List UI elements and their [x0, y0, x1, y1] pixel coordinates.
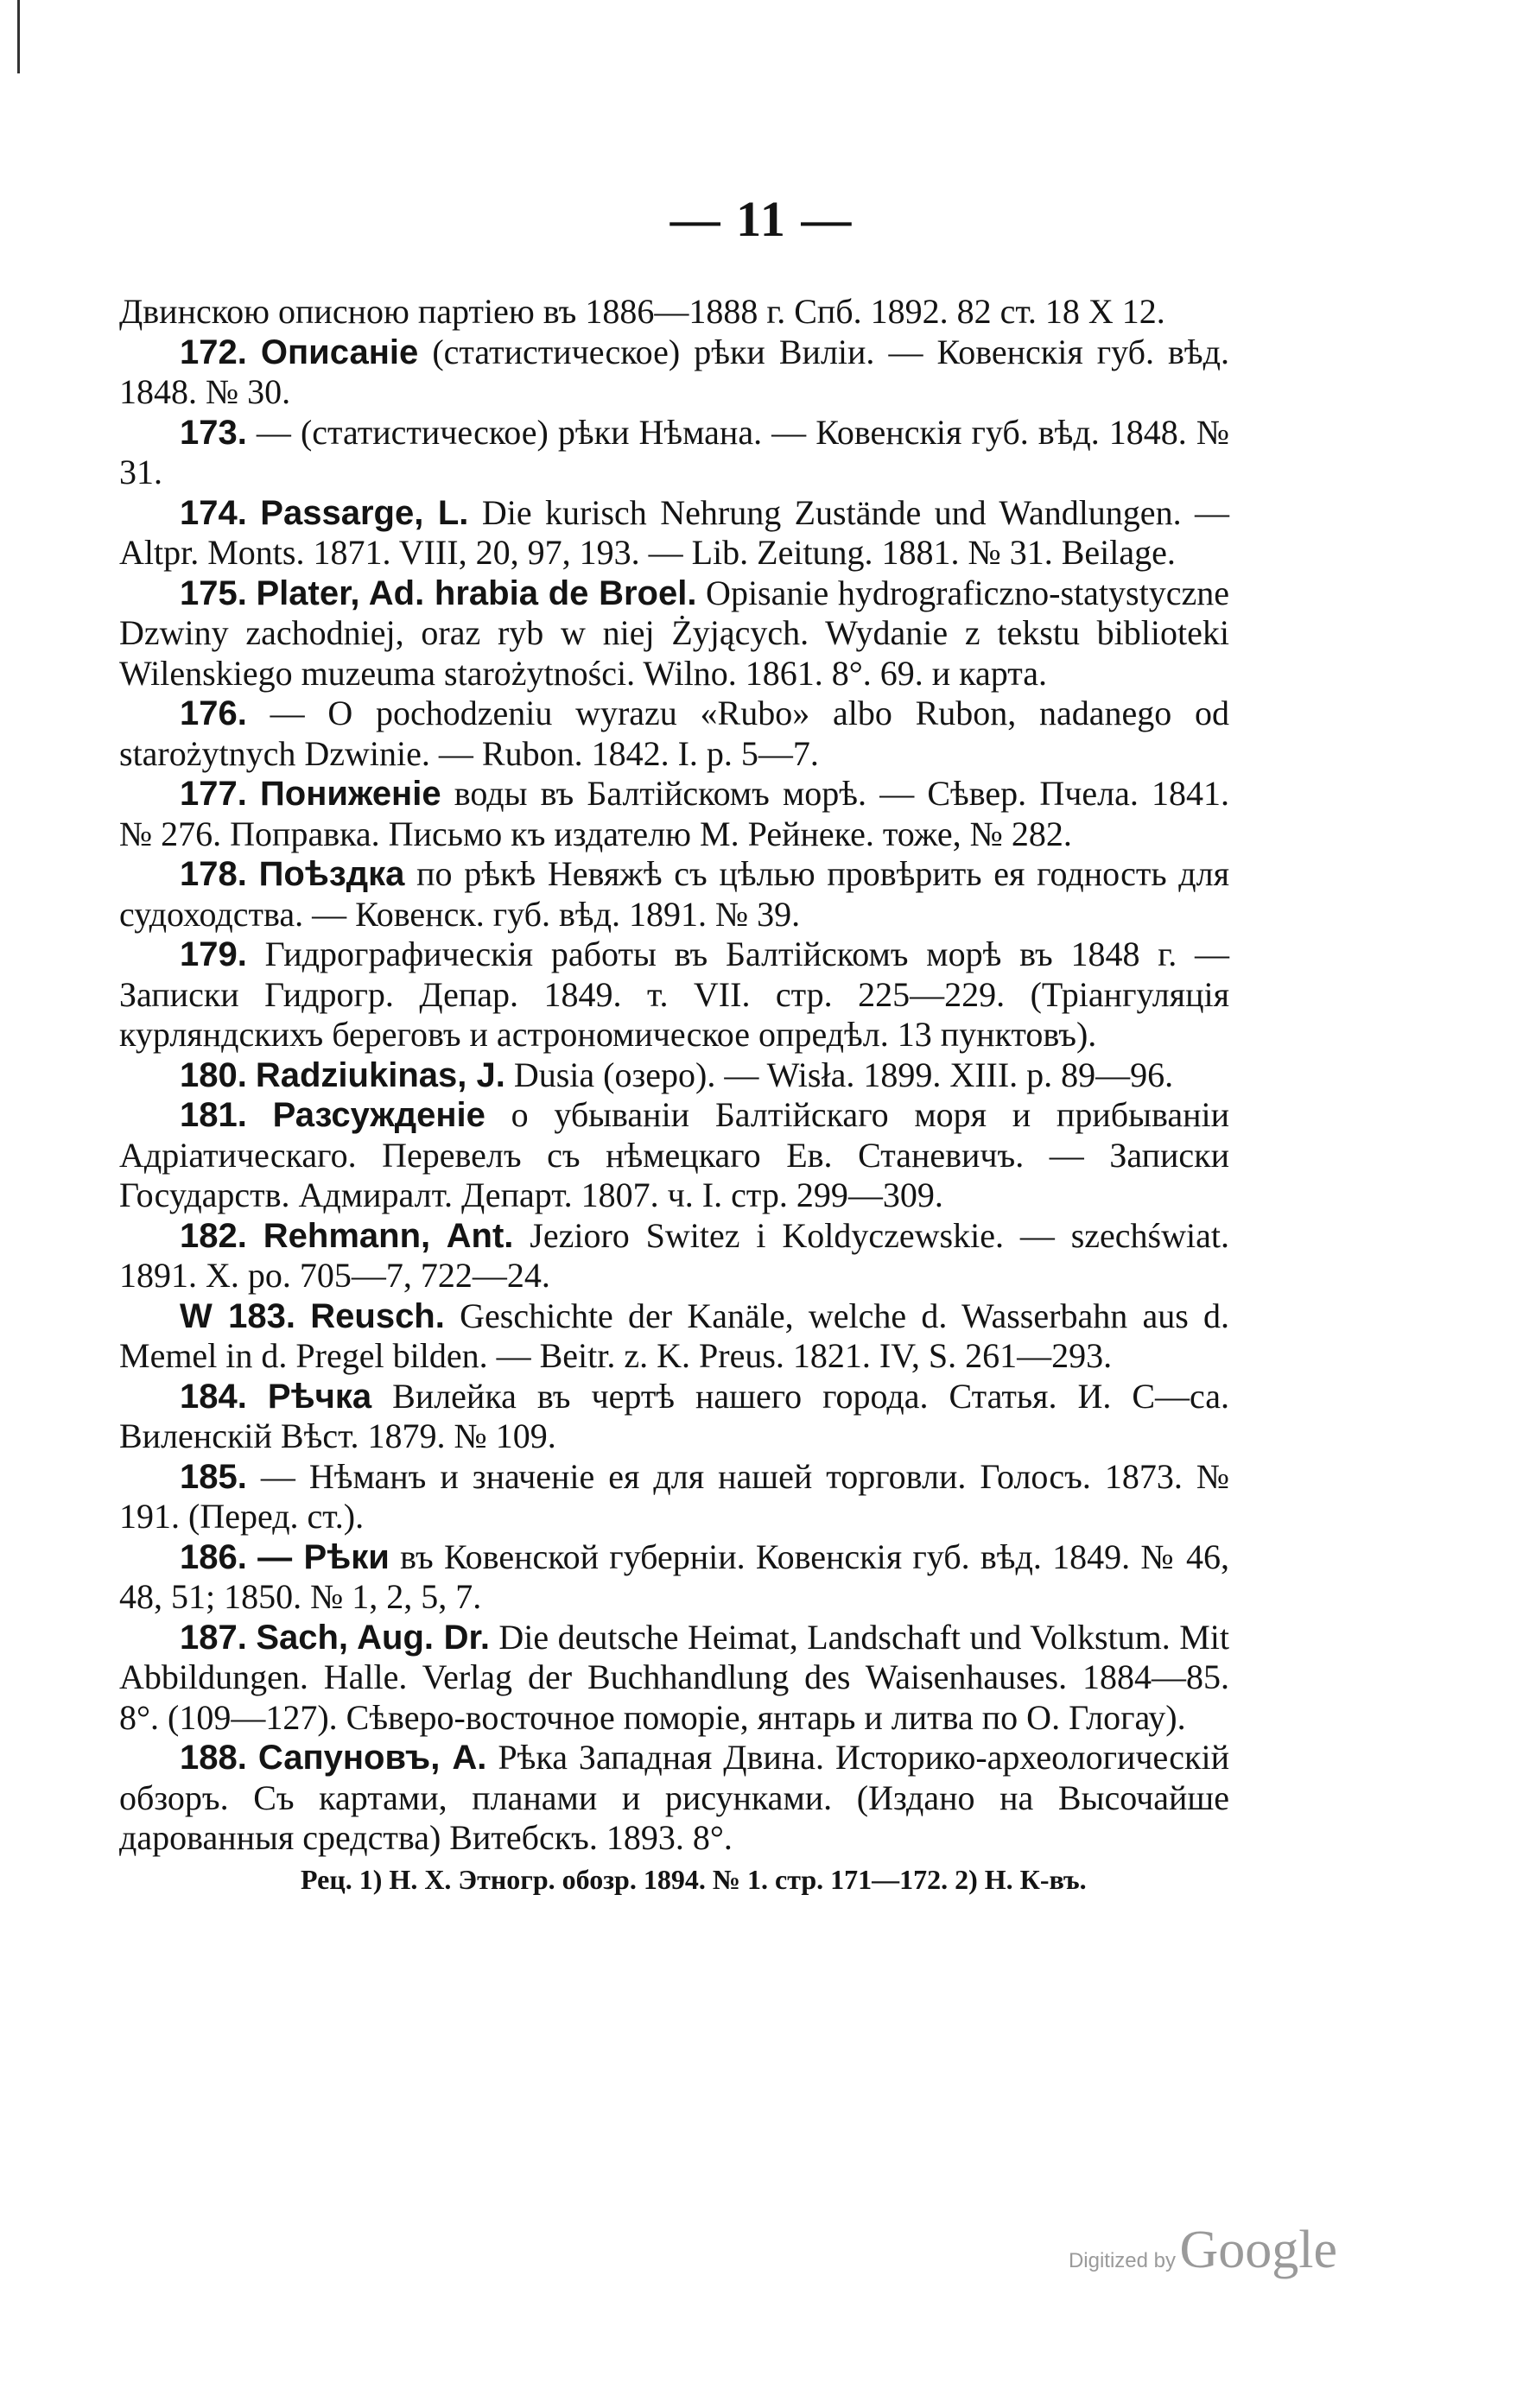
entry-text: по рѣкѣ Невяжѣ съ цѣлью провѣрить ея годность для судоходства. — Ковенск. губ. вѣд. 1891. № 39. — [119, 854, 1230, 934]
entry-number: 181. — [180, 1096, 247, 1134]
entry-number: 175. — [180, 573, 247, 612]
entry-number: 188. — [180, 1739, 247, 1777]
page-gutter-line — [17, 0, 20, 73]
entry-text: Гидрографическія работы въ Балтійскомъ морѣ въ 1848 г. — Записки Гидрогр. Депар. 1849. т. VII. стр. 225—229. (Тріангуляція курляндскихъ береговъ и астрономическое опредѣл. 13 пунктовъ). — [119, 935, 1230, 1054]
entry-heading: Rehmann, Ant. — [263, 1216, 514, 1255]
digitized-by-label: Digitized by — [1068, 2249, 1177, 2272]
entry-text: (статистическое) рѣки Виліи. — Ковенскія губ. вѣд. 1848. № 30. — [119, 332, 1229, 411]
bibliography-entry — [119, 854, 1229, 935]
entry-text: Geschichte der Kanäle, welche d. Wasserbahn aus d. Memel in d. Pregel bilden. — Beitr. z. K. Preus. 1821. IV, S. 261—293. — [119, 1296, 1230, 1375]
entry-heading: Radziukinas, J. — [255, 1055, 505, 1094]
bibliography-text — [119, 292, 1229, 1898]
bibliography-entry — [119, 1537, 1229, 1618]
bibliography-entry — [119, 935, 1229, 1055]
entry-number: 172. — [180, 333, 247, 371]
bibliography-entry — [119, 1457, 1229, 1537]
bibliography-entry — [119, 1216, 1229, 1296]
entry-list — [119, 333, 1229, 1859]
entry-heading: Пониженіе — [260, 775, 441, 813]
entry-heading: Описаніе — [260, 333, 419, 371]
google-watermark — [1069, 2220, 1337, 2281]
entry-heading: — Рѣки — [257, 1537, 390, 1576]
entry-heading: Passarge, L. — [260, 493, 469, 532]
bibliography-entry — [119, 1738, 1229, 1859]
bibliography-entry — [119, 774, 1229, 854]
bibliography-entry — [119, 333, 1229, 413]
entry-heading: Sach, Aug. Dr. — [256, 1618, 490, 1657]
bibliography-entry — [119, 1377, 1229, 1457]
entry-text: — O pochodzeniu wyrazu «Rubo» albo Rubon, nadanego od starożytnych Dzwinie. — Rubon. 1842. I. p. 5—7. — [119, 694, 1230, 773]
entry-text: Рѣка Западная Двина. Историко-археологическій обзоръ. Съ картами, планами и рисунками. (Издано на Высочайше дарованныя средства) Витебскъ. 1893. 8°. — [119, 1738, 1229, 1857]
entry-text: Die kurisch Nehrung Zustände und Wandlungen. — Altpr. Monts. 1871. VIII, 20, 97, 193. — Lib. Zeitung. 1881. № 31. Beilage. — [119, 492, 1229, 572]
bibliography-entry — [119, 573, 1229, 694]
entry-text: Opisanie hydrograficzno-statystyczne Dzwiny zachodniej, oraz ryb w niej Żyjących. Wydanie z tekstu biblioteki Wilenskiego muzeuma starożytności. Wilno. 1861. 8°. 69. и карта. — [119, 573, 1229, 693]
entry-text: о убываніи Балтійскаго моря и прибываніи Адріатическаго. Перевелъ съ нѣмецкаго Ев. Станевичъ. — Записки Государств. Адмиралт. Департ. 1807. ч. I. стр. 299—309. — [119, 1095, 1229, 1214]
entry-text: — Нѣманъ и значеніе ея для нашей торговли. Голосъ. 1873. № 191. (Перед. ст.). — [119, 1456, 1230, 1536]
entry-text: Dusia (озеро). — Wisła. 1899. XIII. p. 89—96. — [504, 1055, 1174, 1094]
entry-heading: Поѣздка — [258, 855, 405, 893]
entry-text: въ Ковенской губерніи. Ковенскія губ. вѣд. 1849. № 46, 48, 51; 1850. № 1, 2, 5, 7. — [119, 1537, 1229, 1616]
entry-number: 174. — [180, 493, 247, 532]
bibliography-entry — [119, 1055, 1229, 1096]
bibliography-entry — [119, 493, 1229, 573]
google-logo-text: Google — [1179, 2221, 1337, 2279]
entry-number: 173. — [180, 413, 247, 452]
entry-heading: Сапуновъ, А. — [257, 1739, 487, 1777]
entry-text: Die deutsche Heimat, Landschaft und Volkstum. Mit Abbildungen. Halle. Verlag der Buchhandlung des Waisenhauses. 1884—85. 8°. (109—127). Сѣверо-восточное поморіе, янтарь и литва по О. Глогау). — [119, 1617, 1229, 1737]
entry-text: Вилейка въ чертѣ нашего города. Статья. И. С—са. Виленскій Вѣст. 1879. № 109. — [119, 1376, 1230, 1455]
entry-heading: Reusch. — [310, 1296, 445, 1335]
entry-number: 186. — [180, 1537, 247, 1576]
bibliography-entry — [119, 1095, 1229, 1216]
entry-number: 182. — [180, 1216, 247, 1255]
entry-text: Jezioro Switez i Koldyczewskie. — szechświat. 1891. X. po. 705—7, 722—24. — [119, 1215, 1229, 1295]
entry-number: 177. — [180, 775, 247, 813]
entry-heading: Разсужденіе — [272, 1096, 485, 1134]
entry-text: — (статистическое) рѣки Нѣмана. — Ковенскія губ. вѣд. 1848. № 31. — [119, 412, 1229, 491]
entry-number: W 183. — [180, 1296, 295, 1335]
entry-text: воды въ Балтійскомъ морѣ. — Сѣвер. Пчела. 1841. № 276. Поправка. Письмо къ издателю М. Рейнеке. тоже, № 282. — [119, 774, 1230, 853]
entry-heading: Plater, Ad. hrabia de Broel. — [256, 573, 697, 612]
entry-number: 180. — [180, 1055, 247, 1094]
bibliography-entry — [119, 413, 1229, 493]
bibliography-entry — [119, 1618, 1229, 1739]
review-note: Рец. 1) Н. Х. Этногр. обозр. 1894. № 1. стр. 171—172. 2) Н. К-въ. — [301, 1863, 1087, 1895]
bibliography-entry — [119, 1296, 1229, 1377]
entry-number: 178. — [180, 855, 247, 893]
entry-heading: Рѣчка — [267, 1377, 372, 1416]
continuation-paragraph: Двинскою описною партіею въ 1886—1888 г. Спб. 1892. 82 ст. 18 X 12. — [119, 292, 1165, 331]
entry-number: 185. — [180, 1457, 247, 1496]
bibliography-entry — [119, 694, 1229, 774]
page-number: — 11 — — [669, 191, 854, 247]
entry-number: 184. — [180, 1377, 247, 1416]
entry-number: 179. — [180, 935, 247, 973]
entry-number: 176. — [180, 694, 247, 732]
entry-number: 187. — [180, 1618, 247, 1657]
